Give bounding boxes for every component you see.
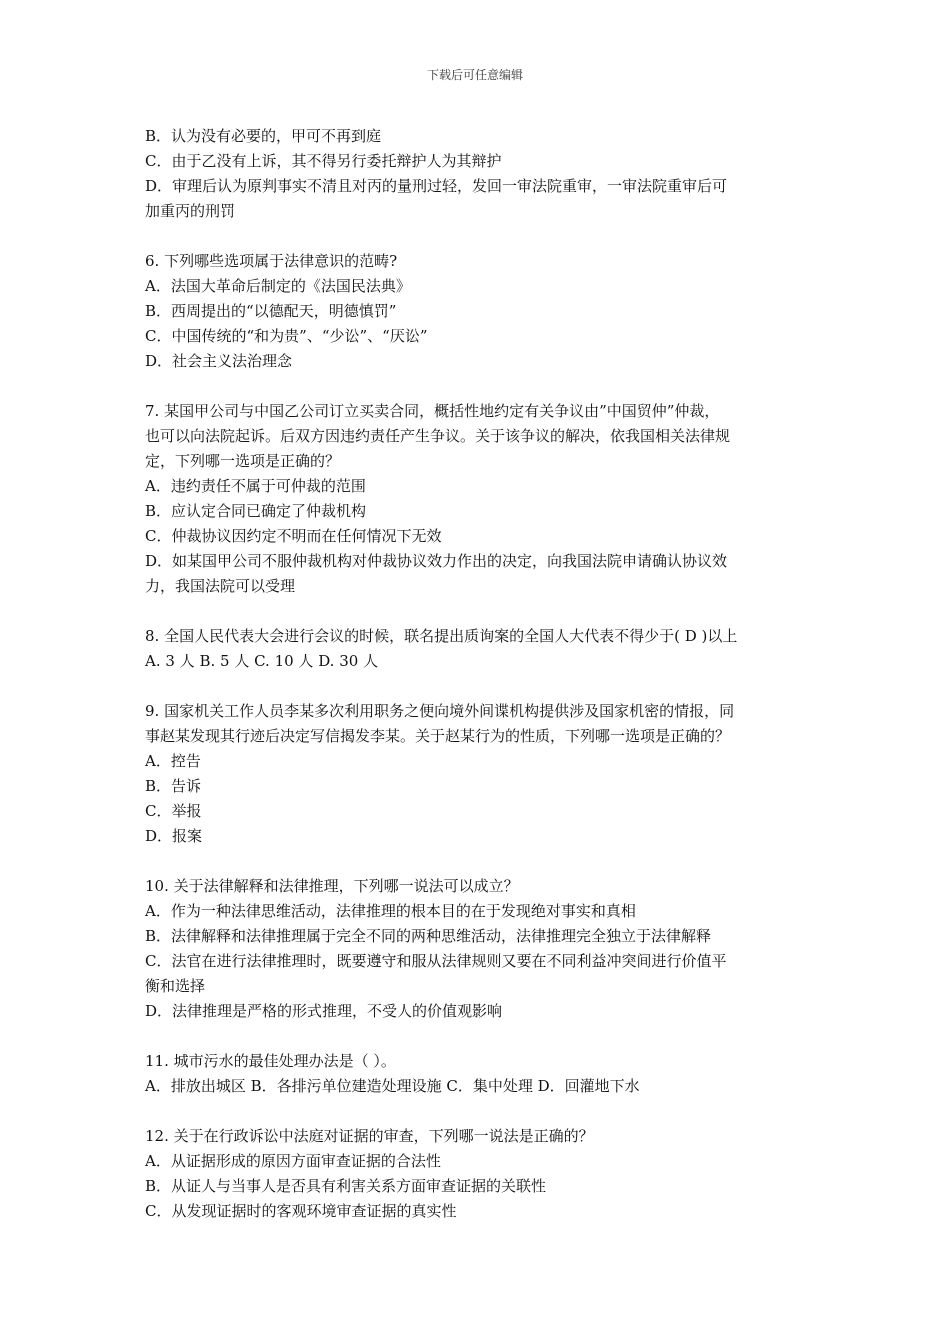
- question-block: [145, 874, 815, 1024]
- option-line: 定，下列哪一选项是正确的？: [145, 452, 341, 470]
- question-text: 6. 下列哪些选项属于法律意识的范畴?: [145, 252, 398, 270]
- question-text: 12. 关于在行政诉讼中法庭对证据的审查，下列哪一说法是正确的？: [145, 1127, 594, 1145]
- question-block: [145, 124, 815, 224]
- option-line: 力，我国法院可以受理: [145, 577, 296, 595]
- question-block: [145, 1049, 815, 1099]
- option-line: D．法律推理是严格的形式推理，不受人的价值观影响: [145, 1002, 503, 1020]
- option-line: C．举报: [145, 802, 202, 820]
- option-line: A．排放出城区 B．各排污单位建造处理设施 C．集中处理 D．回灌地下水: [145, 1077, 640, 1095]
- option-line: A．违约责任不属于可仲裁的范围: [145, 477, 366, 495]
- question-block: [145, 1124, 815, 1224]
- option-line: 事赵某发现其行迹后决定写信揭发李某。关于赵某行为的性质，下列哪一选项是正确的？: [145, 727, 731, 745]
- document-body: [145, 124, 815, 1224]
- option-line: C．中国传统的“和为贵”、“少讼”、“厌讼”: [145, 327, 428, 345]
- option-line: B．应认定合同已确定了仲裁机构: [145, 502, 367, 520]
- question-text: 10. 关于法律解释和法律推理，下列哪一说法可以成立？: [145, 877, 519, 895]
- option-line: C．法官在进行法律推理时，既要遵守和服从法律规则又要在不同利益冲突间进行价值平: [145, 952, 727, 970]
- option-line: 衡和选择: [145, 977, 206, 995]
- option-line: A．控告: [145, 752, 201, 770]
- question-text: 7. 某国甲公司与中国乙公司订立买卖合同，概括性地约定有关争议由”中国贸仲”仲裁，: [145, 402, 720, 420]
- option-line: D．报案: [145, 827, 203, 845]
- question-block: [145, 249, 815, 374]
- option-line: B．认为没有必要的，甲可不再到庭: [145, 127, 382, 145]
- question-block: [145, 624, 815, 674]
- option-line: A．作为一种法律思维活动，法律推理的根本目的在于发现绝对事实和真相: [145, 902, 636, 920]
- option-line: D．审理后认为原判事实不清且对丙的量刑过轻，发回一审法院重审，一审法院重审后可: [145, 177, 728, 195]
- option-line: D．社会主义法治理念: [145, 352, 293, 370]
- option-line: 加重丙的刑罚: [145, 202, 236, 220]
- option-line: 也可以向法院起诉。后双方因违约责任产生争议。关于该争议的解决，依我国相关法律规: [145, 427, 731, 445]
- question-text: 11. 城市污水的最佳处理办法是（ ）。: [145, 1052, 396, 1070]
- option-line: A. 3 人 B. 5 人 C. 10 人 D. 30 人: [145, 652, 379, 670]
- option-line: C．由于乙没有上诉，其不得另行委托辩护人为其辩护: [145, 152, 502, 170]
- page-header: 下载后可任意编辑: [426, 68, 523, 82]
- option-line: A．从证据形成的原因方面审查证据的合法性: [145, 1152, 441, 1170]
- question-block: [145, 399, 815, 599]
- option-line: C．从发现证据时的客观环境审查证据的真实性: [145, 1202, 457, 1220]
- option-line: B．法律解释和法律推理属于完全不同的两种思维活动，法律推理完全独立于法律解释: [145, 927, 712, 945]
- question-text: 8. 全国人民代表大会进行会议的时候，联名提出质询案的全国人大代表不得少于( D )以上: [145, 627, 738, 645]
- option-line: C．仲裁协议因约定不明而在任何情况下无效: [145, 527, 442, 545]
- question-block: [145, 699, 815, 849]
- option-line: A．法国大革命后制定的《法国民法典》: [145, 277, 411, 295]
- option-line: B．告诉: [145, 777, 202, 795]
- question-text: 9. 国家机关工作人员李某多次利用职务之便向境外间谍机构提供涉及国家机密的情报，同: [145, 702, 735, 720]
- option-line: B．从证人与当事人是否具有利害关系方面审查证据的关联性: [145, 1177, 547, 1195]
- option-line: B．西周提出的“以德配天，明德慎罚”: [145, 302, 397, 320]
- option-line: D．如某国甲公司不服仲裁机构对仲裁协议效力作出的决定，向我国法院申请确认协议效: [145, 552, 728, 570]
